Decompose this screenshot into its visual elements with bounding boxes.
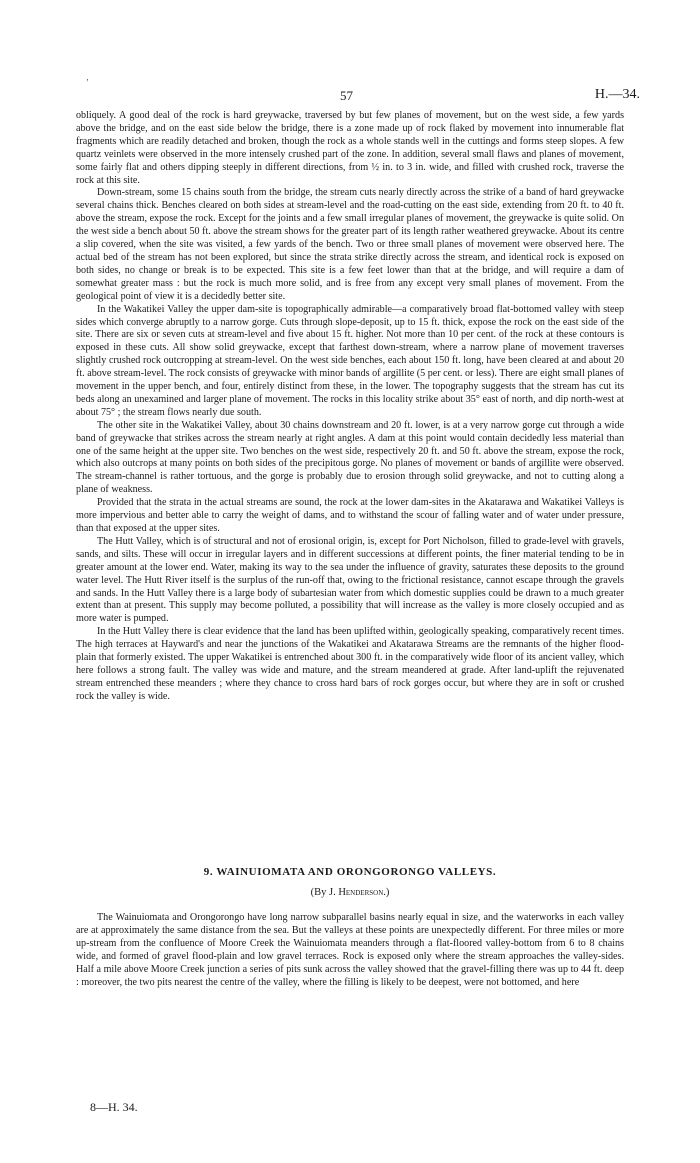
paragraph: The other site in the Wakatikei Valley, about 30 chains downstream and 20 ft. lower, is at a very narrow gorge cut through a wide band of greywacke that strikes across the stream nearly at right angles. A dam at this point would contain decidedly less material than one of the same height at the upper site. Two benches on the west side, respectively 20 ft. and 50 ft. above the stream, expose the rock, which also outcrops at many points on both sides of the precipitous gorge. No planes of movement or bands of argillite were observed. The stream-channel is rather tortuous, and the gorge is probably due to erosion through solid greywacke, and not to cutting along a plane of weakness. [76, 419, 624, 496]
paragraph: Down-stream, some 15 chains south from the bridge, the stream cuts nearly directly across the strike of a band of hard greywacke several chains thick. Benches cleared on both sides at stream-level and the road-cutting on the east side, extending from 20 ft. to 40 ft. above the stream, expose the rock. Except for the joints and a few small irregular planes of movement, the greywacke is quite solid. On the west side a bench about 50 ft. above the stream shows for the greater part of its length rather weathered greywacke. About its centre a slip covered, when the site was visited, a few yards of the bench. Two or three small planes of movement were observed here. The actual bed of the stream has not been explored, but since the strata strike directly across the stream, and identical rock is exposed on both sides, no change or break is to be expected. This site is a few feet lower than that at the bridge, and will require a dam of somewhat greater mass : but the rock is much more solid, and is free from any except very small planes of movement. From the geological point of view it is a decidedly better site. [76, 187, 624, 302]
paragraph: Provided that the strata in the actual streams are sound, the rock at the lower dam-sites in the Akatarawa and Wakatikei Valleys is more impervious and better able to carry the weight of dams, and to withstand the scour of falling water and of water under pressure, than that exposed at the upper sites. [76, 497, 624, 534]
paragraph: In the Hutt Valley there is clear evidence that the land has been uplifted within, geologically speaking, comparatively recent times. The high terraces at Hayward's and near the junctions of the Wakatikei and Akatarawa Streams are the remnants of the higher flood-plain that formerly existed. The upper Wakatikei is entrenched about 300 ft. in the comparatively wide floor of its ancient valley, which here follows a strong fault. The valley was wide and mature, and the stream meandered at grade. After land-uplift the rejuvenated stream entrenched these meanders ; where they chance to cross hard bars of rock gorges occur, but where they are in soft or crushed rock the valley is wide. [76, 626, 624, 702]
paragraph: The Wainuiomata and Orongorongo have long narrow subparallel basins nearly equal in size, and the waterworks in each valley are at approximately the same distance from the sea. But the valleys at these points are unexpectedly different. For three miles or more up-stream from the confluence of Moore Creek the Wainuiomata meanders through a flat-floored valley-bottom from 6 to 8 chains wide, and formed of gravel flood-plain and low gravel terraces. Rock is exposed only where the stream approaches the valley-sides. Half a mile above Moore Creek junction a series of pits sunk across the valley showed that the gravel-filling there was up to 44 ft. deep : moreover, the two pits nearest the centre of the valley, where the filling is likely to be deepest, were not bottomed, and here [76, 912, 624, 988]
paragraph: obliquely. A good deal of the rock is hard greywacke, traversed by but few planes of movement, but on the west side, a few yards above the bridge, and on the east side below the bridge, there is a zone made up of rock flaked by movement into innumerable flat fragments which are readily detached and broken, though the rock as a whole stands well in the cuttings and forms steep slopes. A few quartz veinlets were observed in the more intensely crushed part of the zone. In addition, several small flaws and planes of movement, some fairly flat and others dipping steeply in different directions, from ½ in. to 3 in. wide, and filled with crushed rock, traverse the rock at this site. [76, 110, 624, 186]
byline-prefix: (By J. [310, 887, 339, 898]
paragraph: In the Wakatikei Valley the upper dam-site is topographically admirable—a comparatively broad flat-bottomed valley with steep sides which converge abruptly to a narrow gorge. Cuts through slope-deposit, up to 15 ft. thick, expose the rock on the east side of the site. There are six or seven cuts at stream-level and five about 15 ft. higher. Not more than 10 per cent. of the rock at these contours is exposed in these cuts. All show solid greywacke, except that farthest down-stream, where a narrow plane of movement traverses slightly crushed rock outcropping at stream-level. On the west side benches, each about 150 ft. long, have been cleared at and about 20 ft. above stream-level. The rock consists of greywacke with minor bands of argillite (5 per cent. or less). There are eight small planes of movement in the upper bench, and four, entirely distinct from these, in the lower. The topography suggests that the stream has cut its beds along an unexamined and larger plane of movement. The rocks in this locality strike about 35° east of north, and dip north-west at about 75° ; the stream flows nearly due south. [76, 303, 624, 418]
section-wainuiomata [76, 866, 624, 989]
paragraph: The Hutt Valley, which is of structural and not of erosional origin, is, except for Port Nicholson, filled to grade-level with gravels, sands, and silts. These will occur in irregular layers and in different successions at different points, the finer material tending to be in greater amount at the lower end. Water, making its way to the sea under the influence of gravity, saturates these deposits to the ground water level. The Hutt River itself is the surplus of the run-off that, owing to the frictional resistance, cannot escape through the gravels and sands. In the Hutt Valley there is a large body of subartesian water from which domestic supplies could be drawn to a much greater extent than at present. This supply may become polluted, a possibility that will increase as the valley is more closely occupied and as more water is pumped. [76, 535, 624, 625]
page-number: 57 [340, 88, 353, 103]
byline-author: Henderson [338, 887, 384, 898]
byline-suffix: .) [383, 887, 390, 898]
document-code: H.—34. [594, 87, 640, 102]
body-text [76, 110, 624, 704]
section-text [76, 912, 624, 989]
section-title: 9. WAINUIOMATA AND ORONGORONGO VALLEYS. [203, 866, 497, 878]
signature-mark: 8—H. 34. [90, 1100, 138, 1114]
stray-mark: ‚ [86, 72, 89, 82]
section-byline [76, 887, 624, 898]
